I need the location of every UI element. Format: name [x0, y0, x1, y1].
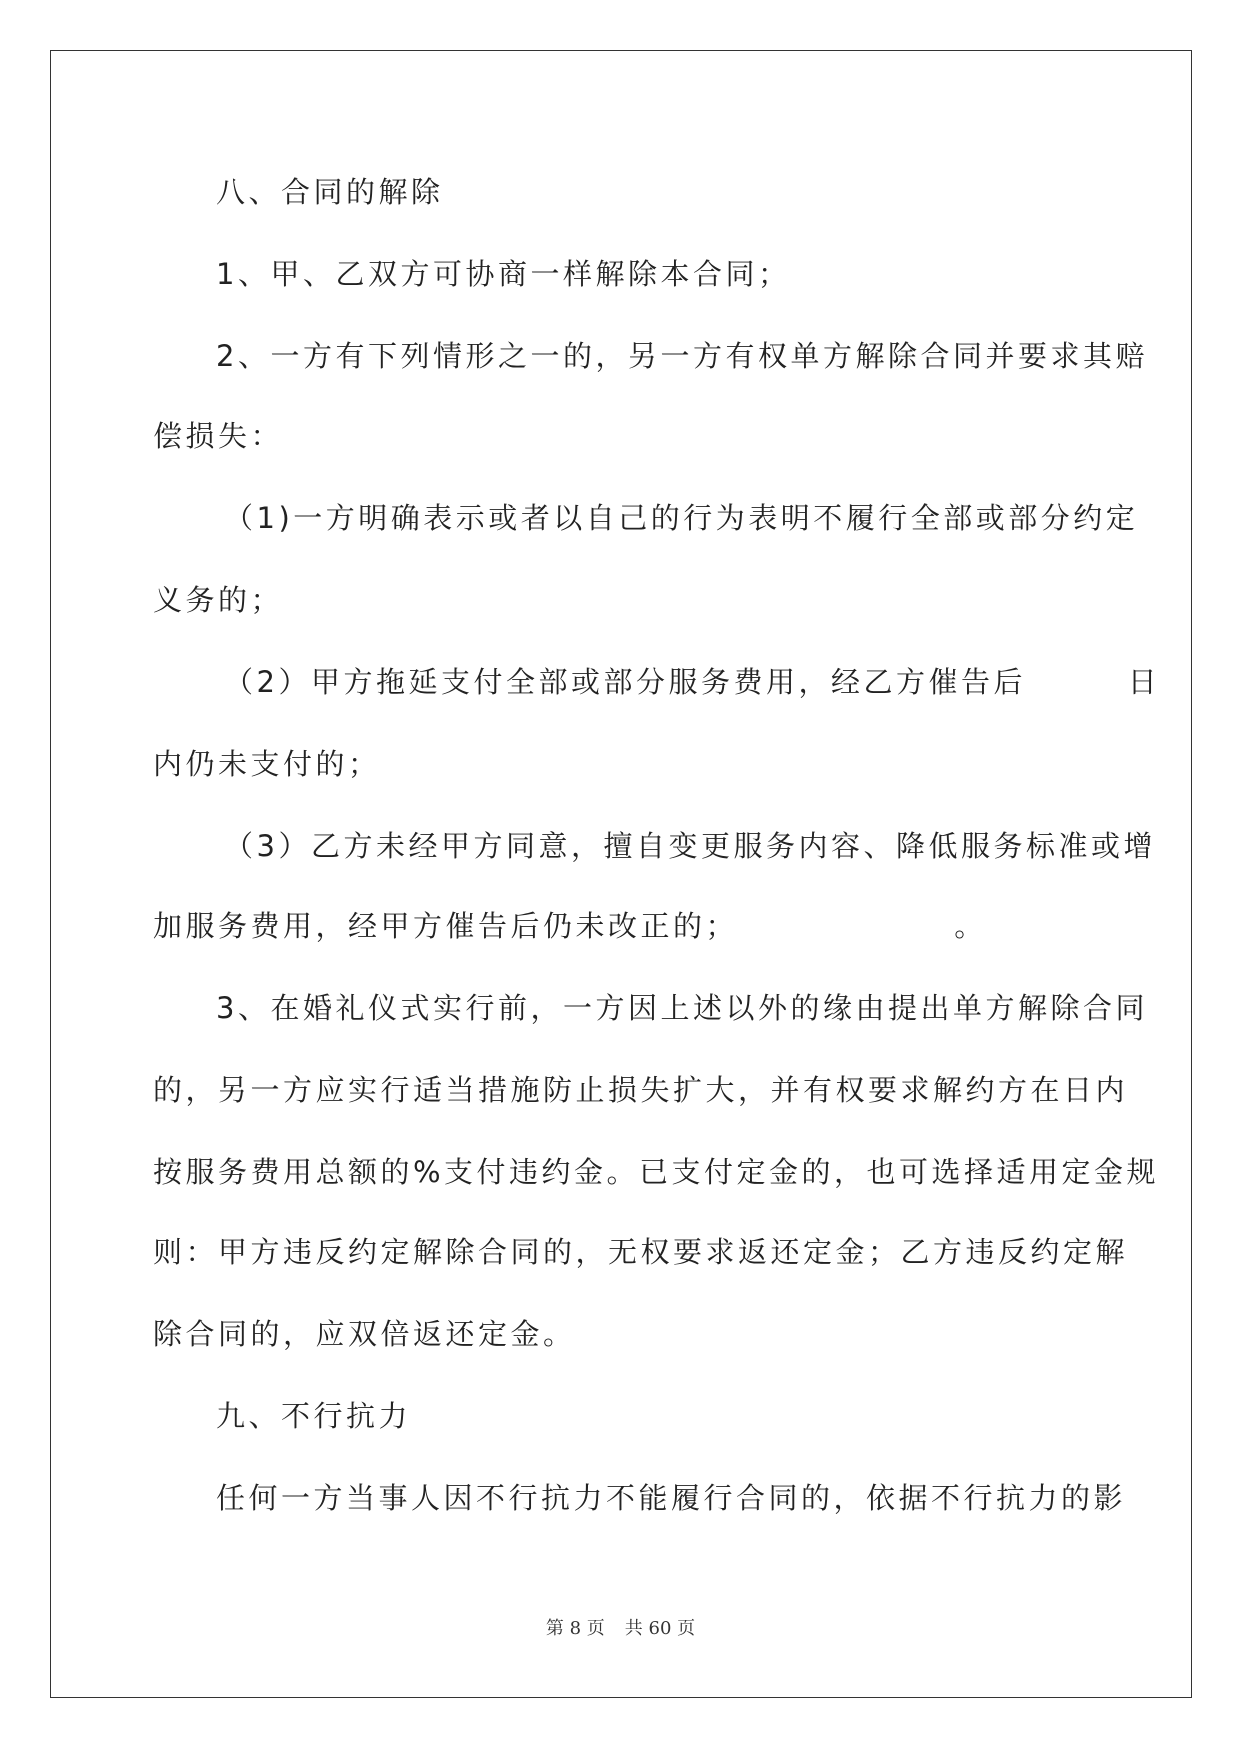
paragraph-line: （3）乙方未经甲方同意，擅自变更服务内容、降低服务标准或增 — [224, 829, 1156, 863]
paragraph-line: 则：甲方违反约定解除合同的，无权要求返还定金；乙方违反约定解 — [153, 1235, 1129, 1269]
paragraph-line: 除合同的，应双倍返还定金。 — [153, 1317, 576, 1351]
paragraph-line: 2、一方有下列情形之一的，另一方有权单方解除合同并要求其赔 — [216, 339, 1148, 373]
paragraph-line: 义务的； — [153, 583, 284, 617]
paragraph-line: （1)一方明确表示或者以自己的行为表明不履行全部或部分约定 — [224, 501, 1139, 535]
page-footer — [0, 1617, 1241, 1641]
paragraph-line: 内仍未支付的； — [153, 747, 381, 781]
paragraph-line: 按服务费用总额的%支付违约金。已支付定金的，也可选择适用定金规 — [153, 1155, 1160, 1189]
page-number: 第 8 页 — [545, 1618, 605, 1639]
paragraph-line: （2）甲方拖延支付全部或部分服务费用，经乙方催告后 日 — [224, 665, 1161, 699]
page-border — [50, 50, 1192, 1698]
paragraph-line: 加服务费用，经甲方催告后仍未改正的； 。 — [153, 909, 987, 943]
page-total: 共 60 页 — [624, 1618, 696, 1639]
paragraph-line: 的，另一方应实行适当措施防止损失扩大，并有权要求解约方在日内 — [153, 1073, 1129, 1107]
paragraph-line: 1、甲、乙双方可协商一样解除本合同； — [216, 257, 791, 291]
paragraph-line: 3、在婚礼仪式实行前，一方因上述以外的缘由提出单方解除合同 — [216, 991, 1148, 1025]
section-heading-termination: 八、合同的解除 — [216, 175, 444, 209]
paragraph-line: 偿损失： — [153, 419, 284, 453]
section-heading-force-majeure: 九、不行抗力 — [216, 1399, 412, 1433]
paragraph-line: 任何一方当事人因不行抗力不能履行合同的，依据不行抗力的影 — [216, 1481, 1127, 1515]
